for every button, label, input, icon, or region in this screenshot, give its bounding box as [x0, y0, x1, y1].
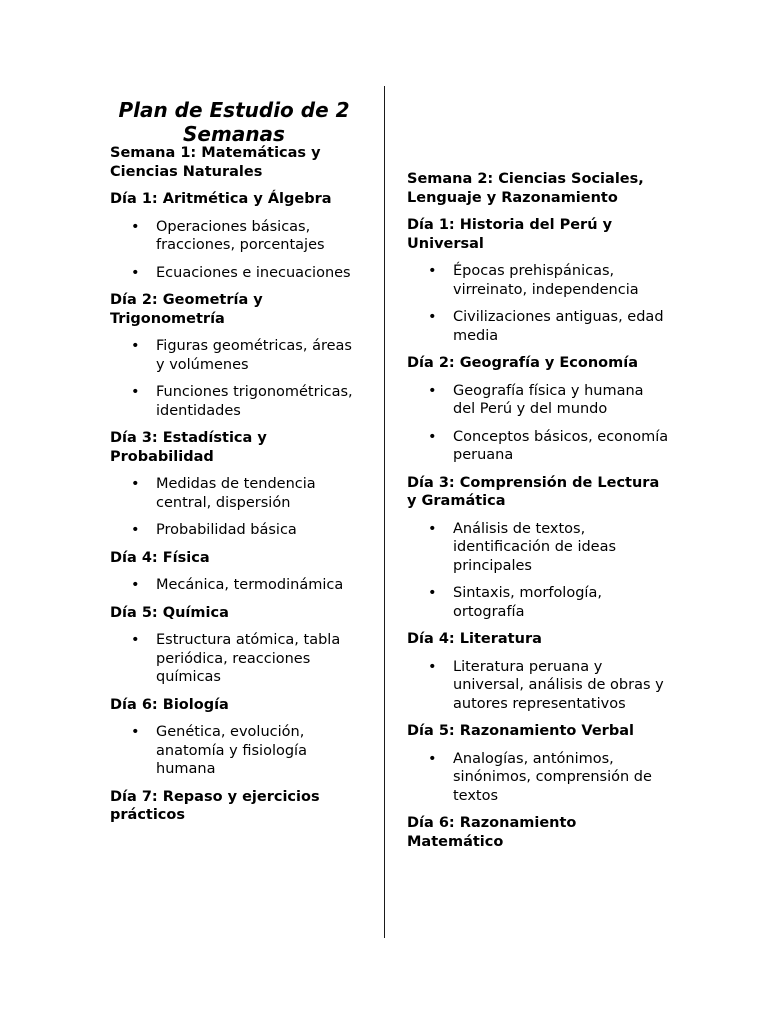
- week-1-day-3-title: Día 3: Estadística y Probabilidad: [110, 430, 267, 465]
- list-item: • Medidas de tendencia central, dispersión: [110, 475, 362, 512]
- week-1-day-4-title: Día 4: Física: [110, 549, 210, 566]
- list-item: • Funciones trigonométricas, identidades: [110, 383, 362, 420]
- week-1-column: [110, 144, 362, 834]
- week-2-day-4-list: [407, 658, 669, 714]
- list-item: • Análisis de textos, identificación de ideas principales: [407, 520, 669, 576]
- week-1-day-7-title: Día 7: Repaso y ejercicios prácticos: [110, 788, 320, 823]
- list-item: • Operaciones básicas, fracciones, porcentajes: [110, 218, 362, 255]
- list-item: • Geografía física y humana del Perú y del mundo: [407, 382, 669, 419]
- week-1-day-2-title: Día 2: Geometría y Trigonometría: [110, 292, 263, 327]
- list-item: • Conceptos básicos, economía peruana: [407, 428, 669, 465]
- week-2-day-4-title: Día 4: Literatura: [407, 631, 542, 647]
- week-1-day-6-title: Día 6: Biología: [110, 696, 229, 713]
- week-2-day-2-title: Día 2: Geografía y Economía: [407, 355, 639, 371]
- list-item: • Probabilidad básica: [110, 521, 362, 540]
- list-item: • Estructura atómica, tabla periódica, reacciones químicas: [110, 631, 362, 687]
- list-item: • Civilizaciones antiguas, edad media: [407, 308, 669, 345]
- week-1-day-1-list: [110, 218, 362, 283]
- list-item: • Ecuaciones e inecuaciones: [110, 264, 362, 283]
- week-2-day-5-list: [407, 750, 669, 806]
- week-1-day-6-list: [110, 723, 362, 779]
- week-1-day-3-list: [110, 475, 362, 540]
- week-2-day-3-title: Día 3: Comprensión de Lectura y Gramática: [407, 474, 660, 509]
- week-1-title: Semana 1: Matemáticas y Ciencias Naturales: [110, 145, 321, 180]
- list-item: • Sintaxis, morfología, ortografía: [407, 584, 669, 621]
- week-2-day-3-list: [407, 520, 669, 622]
- week-2-day-5-title: Día 5: Razonamiento Verbal: [407, 723, 634, 739]
- list-item: • Épocas prehispánicas, virreinato, independencia: [407, 262, 669, 299]
- list-item: • Genética, evolución, anatomía y fisiología humana: [110, 723, 362, 779]
- week-2-day-1-list: [407, 262, 669, 345]
- week-1-day-2-list: [110, 337, 362, 420]
- page-title: Plan de Estudio de 2 Semanas: [118, 98, 350, 147]
- list-item: • Mecánica, termodinámica: [110, 576, 362, 595]
- week-1-day-1-title: Día 1: Aritmética y Álgebra: [110, 191, 332, 207]
- column-divider: [384, 86, 385, 938]
- week-2-column: [407, 170, 669, 860]
- list-item: • Figuras geométricas, áreas y volúmenes: [110, 337, 362, 374]
- week-1-day-4-list: [110, 576, 362, 595]
- list-item: • Analogías, antónimos, sinónimos, comprensión de textos: [407, 750, 669, 806]
- week-2-day-6-title: Día 6: Razonamiento Matemático: [407, 815, 577, 850]
- week-2-title: Semana 2: Ciencias Sociales, Lenguaje y Razonamiento: [407, 171, 644, 206]
- week-2-day-1-title: Día 1: Historia del Perú y Universal: [407, 217, 613, 252]
- list-item: • Literatura peruana y universal, análisis de obras y autores representativos: [407, 658, 669, 714]
- week-2-day-2-list: [407, 382, 669, 465]
- week-1-day-5-title: Día 5: Química: [110, 604, 229, 621]
- week-1-day-5-list: [110, 631, 362, 687]
